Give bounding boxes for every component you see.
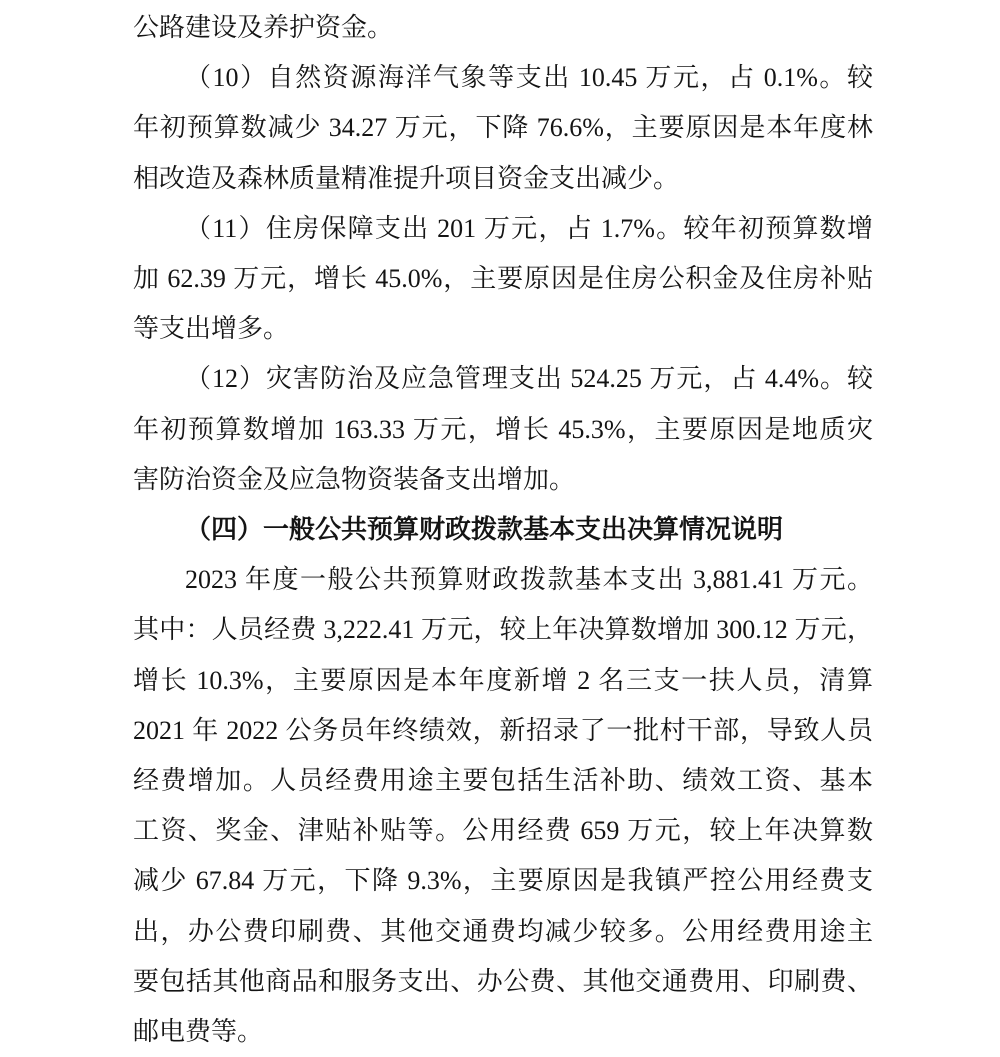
text-line: 2021 年 2022 公务员年终绩效，新招录了一批村干部，导致人员 xyxy=(133,715,873,745)
text-line: 邮电费等。 xyxy=(133,1017,264,1047)
text-line: 减少 67.84 万元，下降 9.3%，主要原因是我镇严控公用经费支 xyxy=(133,866,873,896)
text-line: 公路建设及养护资金。 xyxy=(133,13,394,42)
text-line: 年初预算数增加 163.33 万元，增长 45.3%，主要原因是地质灾 xyxy=(133,414,873,444)
paragraph xyxy=(133,3,873,53)
text-line: （10）自然资源海洋气象等支出 10.45 万元，占 0.1%。较 xyxy=(185,63,873,93)
text-line: 要包括其他商品和服务支出、办公费、其他交通费用、印刷费、 xyxy=(133,966,873,996)
paragraph xyxy=(133,354,873,505)
text-line: 工资、奖金、津贴补贴等。公用经费 659 万元，较上年决算数 xyxy=(133,816,873,846)
text-line: （四）一般公共预算财政拨款基本支出决算情况说明 xyxy=(185,515,784,545)
paragraph xyxy=(133,53,873,204)
text-line: 害防治资金及应急物资装备支出增加。 xyxy=(133,464,576,494)
text-line: 2023 年度一般公共预算财政拨款基本支出 3,881.41 万元。 xyxy=(185,565,873,595)
text-line: 等支出增多。 xyxy=(133,314,290,344)
text-line: （11）住房保障支出 201 万元，占 1.7%。较年初预算数增 xyxy=(185,213,873,243)
document-text-block xyxy=(133,3,873,1057)
text-line: 经费增加。人员经费用途主要包括生活补助、绩效工资、基本 xyxy=(133,766,873,796)
section-heading xyxy=(133,505,873,555)
text-line: 相改造及森林质量精准提升项目资金支出减少。 xyxy=(133,163,680,193)
text-line: （12）灾害防治及应急管理支出 524.25 万元，占 4.4%。较 xyxy=(185,364,873,394)
text-line: 加 62.39 万元，增长 45.0%，主要原因是住房公积金及住房补贴 xyxy=(133,264,873,294)
text-line: 出，办公费印刷费、其他交通费均减少较多。公用经费用途主 xyxy=(133,916,873,946)
text-line: 其中：人员经费 3,222.41 万元，较上年决算数增加 300.12 万元， xyxy=(133,615,873,645)
paragraph xyxy=(133,555,873,1057)
text-line: 增长 10.3%，主要原因是本年度新增 2 名三支一扶人员，清算 xyxy=(133,665,873,695)
paragraph xyxy=(133,204,873,355)
text-line: 年初预算数减少 34.27 万元，下降 76.6%，主要原因是本年度林 xyxy=(133,113,873,143)
